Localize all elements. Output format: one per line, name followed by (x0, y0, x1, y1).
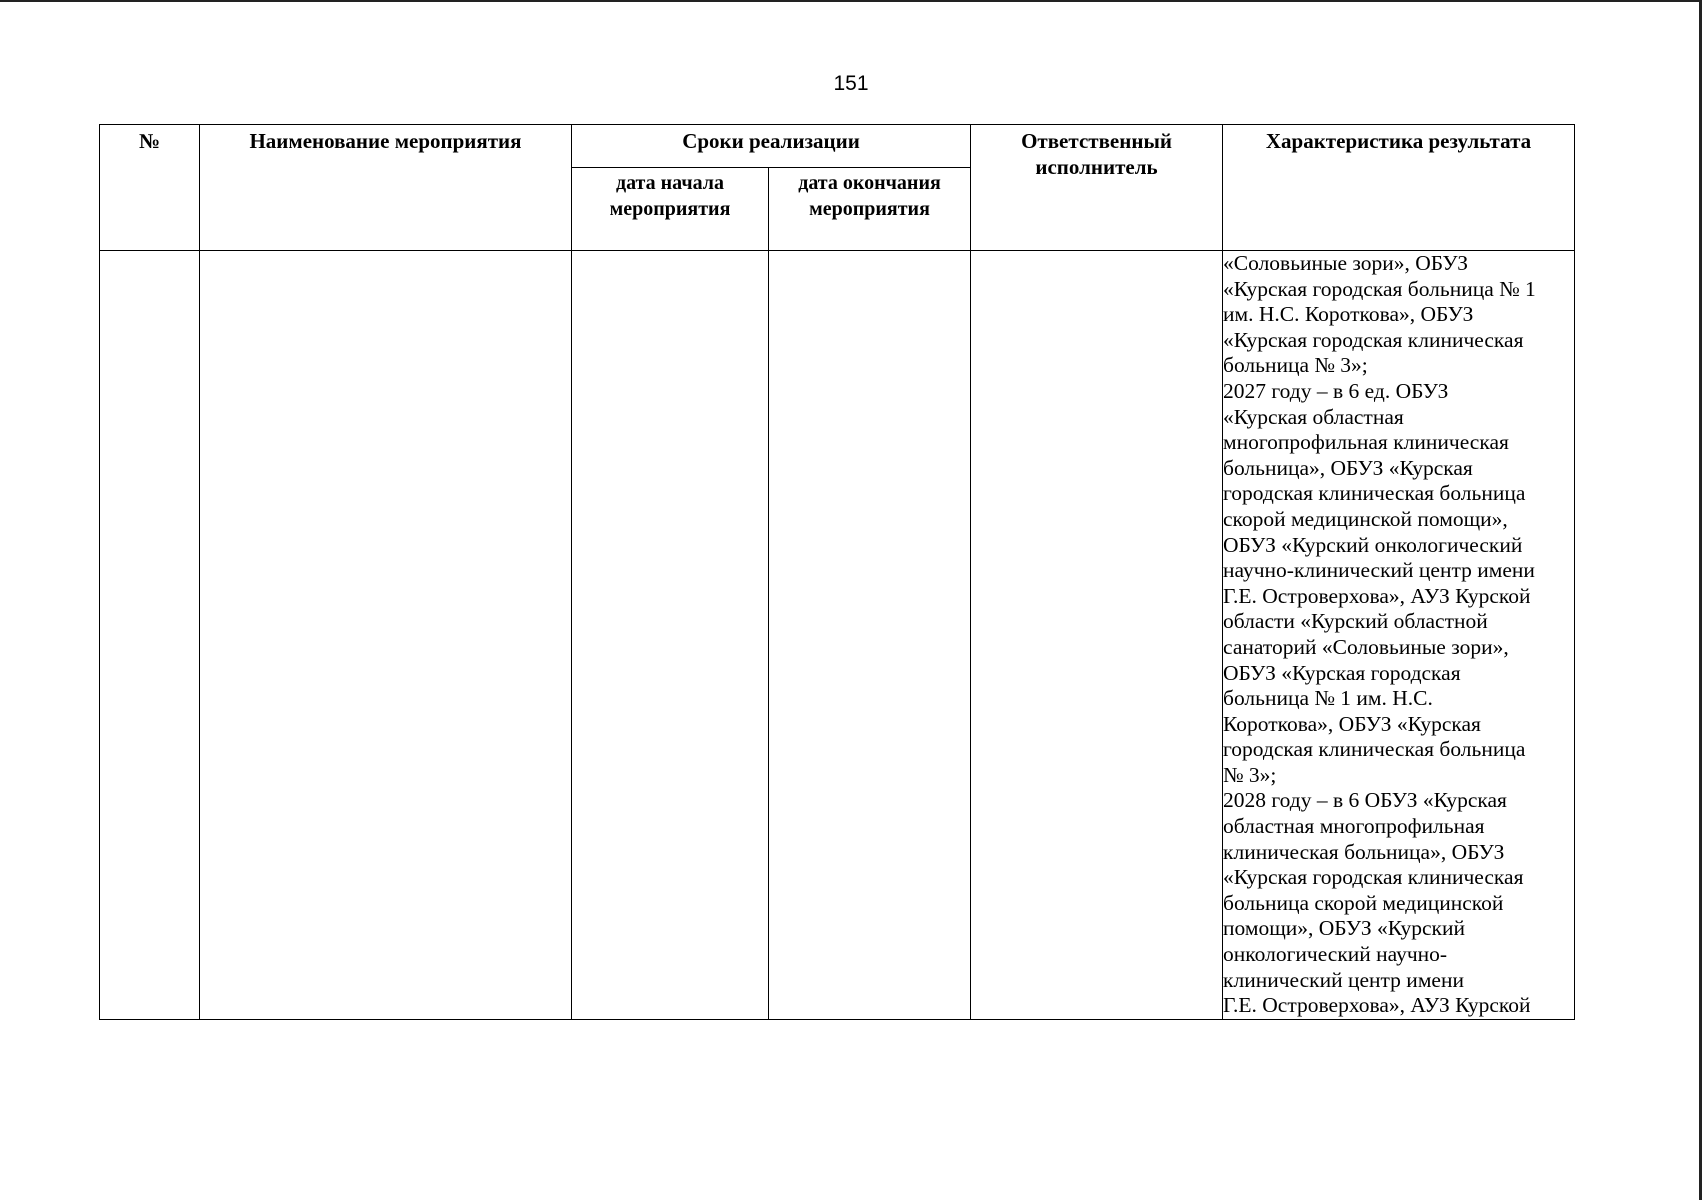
header-end-date: дата окончания мероприятия (769, 168, 971, 251)
activities-table (99, 124, 1575, 1020)
cell-event-name (200, 251, 572, 1020)
cell-start-date (572, 251, 769, 1020)
header-start-date: дата начала мероприятия (572, 168, 769, 251)
header-event-name: Наименование мероприятия (200, 125, 572, 251)
cell-end-date (769, 251, 971, 1020)
header-result: Характеристика результата (1223, 125, 1575, 251)
page-number: 151 (833, 72, 869, 95)
cell-responsible (971, 251, 1223, 1020)
header-number: № (100, 125, 200, 251)
cell-number (100, 251, 200, 1020)
table-header-row (100, 125, 1575, 168)
header-responsible: Ответственный исполнитель (971, 125, 1223, 251)
cell-result: «Соловьиные зори», ОБУЗ «Курская городская больница № 1 им. Н.С. Короткова», ОБУЗ «Курская городская клиническая больница № 3»; 2027 году – в 6 ед. ОБУЗ «Курская областная многопрофильная клиническая больница», ОБУЗ «Курская городская клиническая больница скорой медицинской помощи», ОБУЗ «Курский онкологический научно-клинический центр имени Г.Е. Островерхова», АУЗ Курской области «Курский областной санаторий «Соловьиные зори», ОБУЗ «Курская городская больница № 1 им. Н.С. Короткова», ОБУЗ «Курская городская клиническая больница № 3»; 2028 году – в 6 ОБУЗ «Курская областная многопрофильная клиническая больница», ОБУЗ «Курская городская клиническая больница скорой медицинской помощи», ОБУЗ «Курский онкологический научно- клинический центр имени Г.Е. Островерхова», АУЗ Курской (1223, 251, 1575, 1020)
table-row (100, 251, 1575, 1020)
header-timeline: Сроки реализации (572, 125, 971, 168)
